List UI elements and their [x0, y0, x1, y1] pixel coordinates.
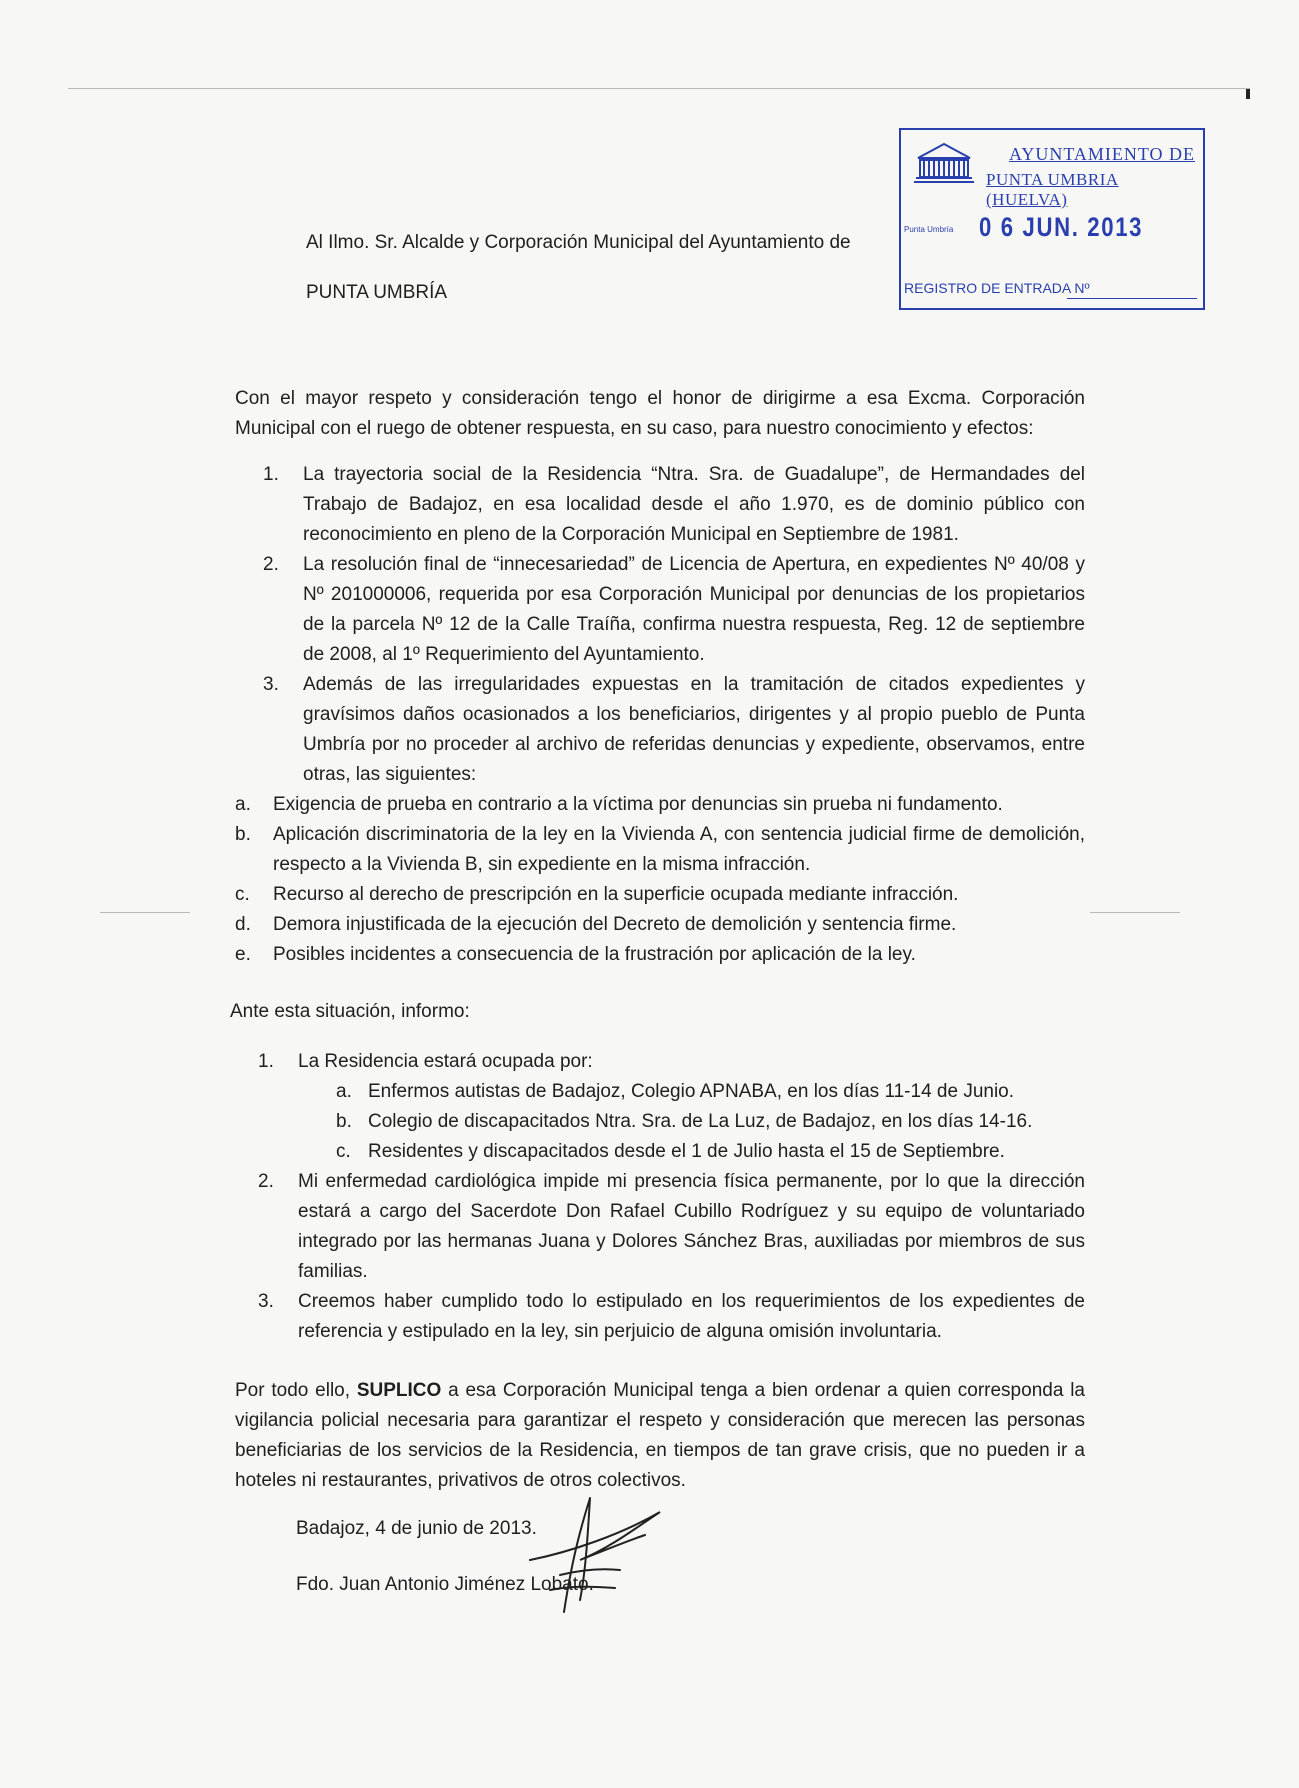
- list-marker: c.: [336, 1141, 351, 1162]
- list-marker: 3.: [258, 1291, 274, 1312]
- list-item: [235, 550, 1085, 670]
- list-item-text: Exigencia de prueba en contrario a la víctima por denuncias sin prueba ni fundamento.: [273, 794, 1003, 815]
- town-hall-icon: [912, 142, 976, 184]
- scan-artifact-mark: [1246, 89, 1250, 99]
- list-item-text: La Residencia estará ocupada por:: [298, 1051, 593, 1072]
- list-item-text: Demora injustificada de la ejecución del Decreto de demolición y sentencia firme.: [273, 914, 957, 935]
- list-item-text: La trayectoria social de la Residencia “Ntra. Sra. de Guadalupe”, de Hermandades del Trabajo de Badajoz, en esa localidad desde el año 1.970, es de dominio público con reconocimiento en pleno de la Corporación Municipal en Septiembre de 1981.: [303, 464, 1085, 545]
- stamp-org-line1: AYUNTAMIENTO DE: [1009, 144, 1196, 164]
- list-item-text: Mi enfermedad cardiológica impide mi presencia física permanente, por lo que la dirección estará a cargo del Sacerdote Don Rafael Cubillo Rodríguez y su equipo de voluntariado integrado por las hermanas Juana y Dolores Sánchez Bras, auxiliadas por miembros de sus familias.: [298, 1171, 1085, 1282]
- list-item-text: Además de las irregularidades expuestas en la tramitación de citados expedientes y gravísimos daños ocasionados a los beneficiarios, dirigentes y al propio pueblo de Punta Umbría por no proceder al archivo de referidas denuncias y expediente, observamos, entre otras, las siguientes:: [303, 674, 1085, 785]
- list-item: [235, 460, 1085, 550]
- list-item: [230, 1077, 1085, 1107]
- list-marker: a.: [336, 1081, 352, 1102]
- list-item: [205, 820, 1085, 880]
- list-item-text: Recurso al derecho de prescripción en la superficie ocupada mediante infracción.: [273, 884, 959, 905]
- list-item-text: Residentes y discapacitados desde el 1 de Julio hasta el 15 de Septiembre.: [368, 1141, 1005, 1162]
- addressee-line1: Al Ilmo. Sr. Alcalde y Corporación Municipal del Ayuntamiento de: [306, 232, 851, 253]
- list-marker: a.: [235, 794, 251, 815]
- stamp-date: 0 6 JUN. 2013: [979, 212, 1144, 242]
- closing-text-before: Por todo ello,: [235, 1380, 357, 1401]
- list-marker: b.: [336, 1111, 352, 1132]
- list-item: [205, 940, 1085, 970]
- scan-artifact-line: [1090, 912, 1180, 913]
- list-item-text: Posibles incidentes a consecuencia de la frustración por aplicación de la ley.: [273, 944, 916, 965]
- registration-stamp: [899, 128, 1205, 310]
- list-item: [230, 1287, 1085, 1347]
- list-item-text: Creemos haber cumplido todo lo estipulado en los requerimientos de los expedientes de referencia y estipulado en la ley, sin perjuicio de alguna omisión involuntaria.: [298, 1291, 1085, 1342]
- list-item-text: Enfermos autistas de Badajoz, Colegio APNABA, en los días 11-14 de Junio.: [368, 1081, 1015, 1102]
- list-item: [230, 1107, 1085, 1137]
- list-marker: 1.: [263, 464, 279, 485]
- requests-list: [235, 460, 1085, 970]
- list-item: [205, 910, 1085, 940]
- list-marker: b.: [235, 824, 251, 845]
- situation-heading: Ante esta situación, informo:: [230, 1001, 470, 1022]
- list-item-text: Aplicación discriminatoria de la ley en la Vivienda A, con sentencia judicial firme de demolición, respecto a la Vivienda B, sin expediente en la misma infracción.: [273, 824, 1085, 875]
- list-item: [235, 670, 1085, 790]
- closing-text-after: a esa Corporación Municipal tenga a bien ordenar a quien corresponda la vigilancia policial necesaria para garantizar el respeto y consideración que merecen las personas beneficiarias de los servicios de la Residencia, en tiempos de tan grave crisis, que no pueden ir a hoteles ni restaurantes, privativos de otros colectivos.: [235, 1380, 1085, 1491]
- list-marker: e.: [235, 944, 251, 965]
- stamp-place: Punta Umbría: [904, 225, 954, 234]
- handwritten-signature: [520, 1490, 670, 1620]
- list-item: [230, 1167, 1085, 1287]
- stamp-org-line2: PUNTA UMBRIA (HUELVA): [986, 170, 1119, 209]
- addressee-line2: PUNTA UMBRÍA: [306, 282, 448, 303]
- list-marker: d.: [235, 914, 251, 935]
- list-marker: c.: [235, 884, 250, 905]
- closing-emphasis: SUPLICO: [356, 1380, 442, 1401]
- information-list: [230, 1047, 1085, 1347]
- scan-artifact-line: [100, 912, 190, 913]
- list-item: [230, 1137, 1085, 1167]
- list-item: [230, 1047, 1085, 1077]
- scan-artifact-line: [68, 88, 1250, 89]
- place-date: Badajoz, 4 de junio de 2013.: [296, 1518, 537, 1539]
- intro-paragraph: Con el mayor respeto y consideración tengo el honor de dirigirme a esa Excma. Corporación Municipal con el ruego de obtener respuesta, en su caso, para nuestro conocimiento y efectos:: [235, 388, 1085, 439]
- signed-by: Fdo. Juan Antonio Jiménez Lobato.: [296, 1574, 594, 1595]
- closing-paragraph: [235, 1376, 1085, 1496]
- list-marker: 2.: [258, 1171, 274, 1192]
- list-item: [205, 790, 1085, 820]
- stamp-registry-line: [1067, 298, 1197, 299]
- list-marker: 2.: [263, 554, 279, 575]
- list-item-text: Colegio de discapacitados Ntra. Sra. de La Luz, de Badajoz, en los días 14-16.: [368, 1111, 1033, 1132]
- list-marker: 1.: [258, 1051, 274, 1072]
- list-marker: 3.: [263, 674, 279, 695]
- stamp-registry-label: REGISTRO DE ENTRADA Nº: [904, 280, 1090, 296]
- list-item-text: La resolución final de “innecesariedad” de Licencia de Apertura, en expedientes Nº 40/08 y Nº 201000006, requerida por esa Corporación Municipal por denuncias de los propietarios de la parcela Nº 12 de la Calle Traíña, confirma nuestra respuesta, Reg. 12 de septiembre de 2008, al 1º Requerimiento del Ayuntamiento.: [303, 554, 1085, 665]
- list-item: [205, 880, 1085, 910]
